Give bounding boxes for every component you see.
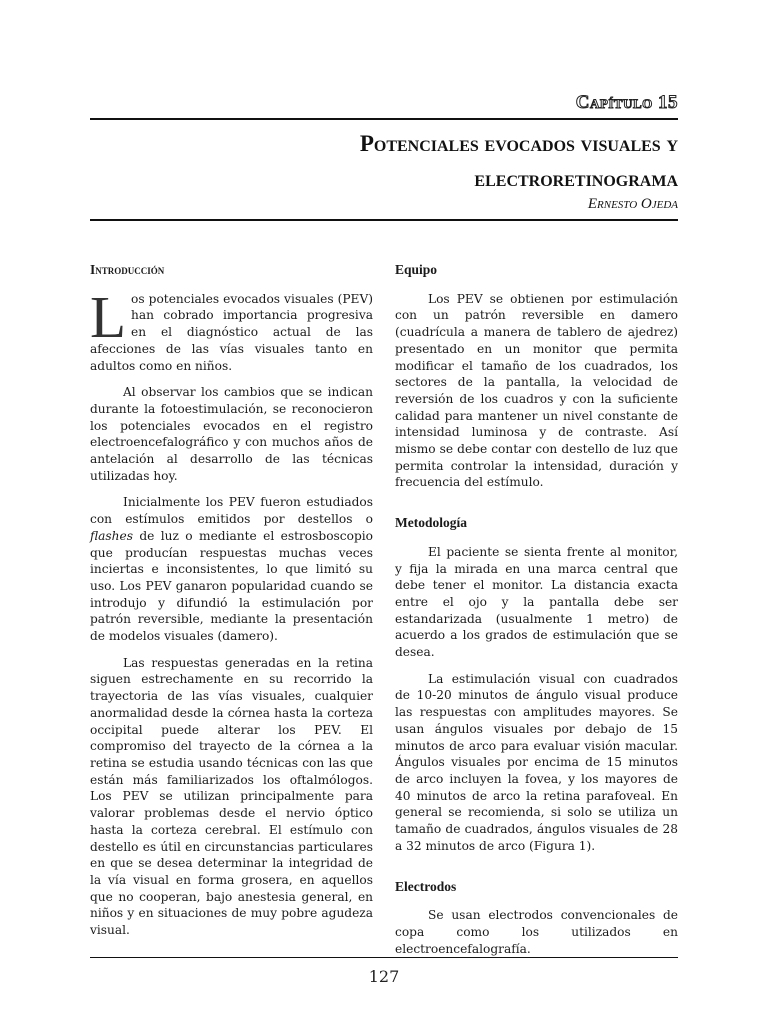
intro-paragraph-3-a: Inicialmente los PEV fueron estudiados con estímulos emitidos por destellos o xyxy=(90,495,373,527)
chapter-label: Capítulo 15 xyxy=(575,92,678,113)
equipo-paragraph: Los PEV se obtienen por estimulación con un patrón reversible en damero (cuadrícula a manera de tablero de ajedrez) presentado en un monitor que permita modificar el tamaño de los cuadrados, los sectores de la pantalla, la velocidad de reversión de los cuadros y con la suficiente calidad para mantener un nivel constante de intensidad luminosa y de contraste. Así mismo se debe contar con destello de luz que permita controlar la intensidad, duración y frecuencia del estímulo. xyxy=(395,291,678,490)
top-rule xyxy=(90,118,678,120)
chapter-title-line1: Potenciales evocados visuales y xyxy=(359,131,678,156)
left-column xyxy=(90,262,373,949)
page-number: 127 xyxy=(368,967,400,986)
author-name: Ernesto Ojeda xyxy=(587,196,678,212)
heading-introduccion: Introducción xyxy=(90,262,165,277)
intro-paragraph-3 xyxy=(90,494,373,644)
heading-equipo: Equipo xyxy=(395,262,438,277)
intro-paragraph-1-text: os potenciales evocados visuales (PEV) han cobrado importancia progresiva en el diagnóstico actual de las afecciones de las vías visuales tanto en adultos como en niños. xyxy=(90,291,373,373)
right-column xyxy=(395,262,678,967)
chapter-title-line2: electroretinograma xyxy=(474,166,678,191)
electrodos-paragraph: Se usan electrodos convencionales de copa como los utilizados en electroencefalografía. xyxy=(395,908,678,956)
metodologia-paragraph-1: El paciente se sienta frente al monitor, y fija la mirada en una marca central que debe tener el monitor. La distancia exacta entre el ojo y la pantalla debe ser estandarizada (usualmente 1 metro) de acuerdo a los grados de estimulación que se desea. xyxy=(395,544,678,660)
drop-cap: L xyxy=(90,283,127,350)
chapter-title xyxy=(118,126,678,196)
title-bottom-rule xyxy=(90,219,678,221)
intro-paragraph-3-b: de luz o mediante el estrosboscopio que producían respuestas muchas veces inciertas e inconsistentes, lo que limitó su uso. Los PEV ganaron popularidad cuando se introdujo y difundió la estimulación por patrón reversible, mediante la presentación de modelos visuales (damero). xyxy=(90,528,373,644)
footer-rule xyxy=(90,957,678,958)
metodologia-paragraph-2: La estimulación visual con cuadrados de 10-20 minutos de ángulo visual produce las respuestas con amplitudes mayores. Se usan ángulos visuales por debajo de 15 minutos de arco para evaluar visión macular. Ángulos visuales por encima de 15 minutos de arco incluyen la fovea, y los mayores de 40 minutos de arco la retina parafoveal. En general se recomienda, si solo se utiliza un tamaño de cuadrados, ángulos visuales de 28 a 32 minutos de arco (Figura 1). xyxy=(395,671,678,853)
intro-paragraph-1 xyxy=(90,283,373,375)
heading-electrodos: Electrodos xyxy=(395,878,457,894)
intro-paragraph-4: Las respuestas generadas en la retina siguen estrechamente en su recorrido la trayectoria de las vías visuales, cualquier anormalidad desde la córnea hasta la corteza occipital puede alterar los PEV. El compromiso del trayecto de la córnea a la retina se estudia usando técnicas con las que están más familiarizados los oftalmólogos. Los PEV se utilizan principalmente para valorar problemas desde el nervio óptico hasta la corteza cerebral. El estímulo con destello es útil en circunstancias particulares en que se desea determinar la integridad de la vía visual en forma grosera, en aquellos que no cooperan, bajo anestesia general, en niños y en situaciones de muy pobre agudeza visual. xyxy=(90,655,373,938)
intro-paragraph-3-italic: flashes xyxy=(90,528,133,543)
intro-paragraph-2: Al observar los cambios que se indican durante la fotoestimulación, se reconocieron los potenciales evocados en el registro electroencefalográfico y con muchos años de antelación al desarrollo de las técnicas utilizadas hoy. xyxy=(90,385,373,483)
heading-metodologia: Metodología xyxy=(395,515,467,531)
